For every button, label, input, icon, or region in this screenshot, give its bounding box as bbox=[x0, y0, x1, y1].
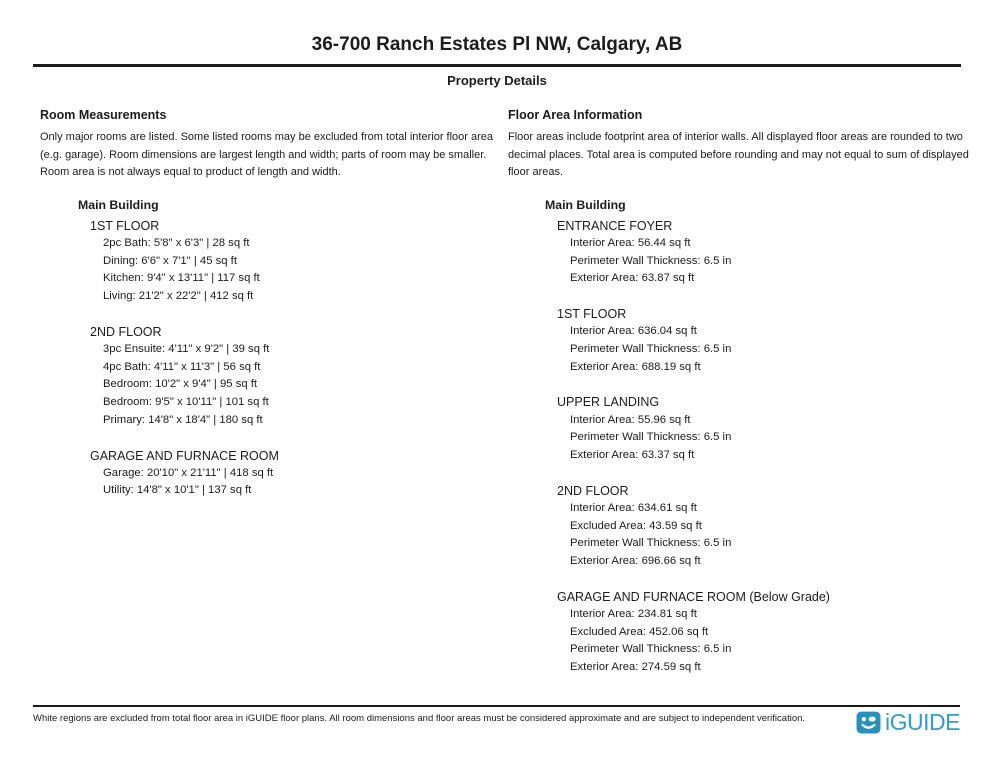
floor-group bbox=[557, 393, 969, 464]
floor-name: UPPER LANDING bbox=[557, 395, 660, 410]
floor-area-line: Interior Area: 55.96 sq ft bbox=[570, 413, 691, 426]
room-measurement-line: Bedroom: 9'5" x 10'11" | 101 sq ft bbox=[103, 396, 269, 409]
floor-area-floor-list bbox=[557, 217, 969, 677]
area-item-list bbox=[557, 323, 969, 376]
room-measurement-line: 3pc Ensuite: 4'11" x 9'2" | 39 sq ft bbox=[103, 343, 270, 355]
floor-area-line: Interior Area: 634.61 sq ft bbox=[570, 501, 697, 514]
room-measurement-line: Kitchen: 9'4" x 13'11" | 117 sq ft bbox=[103, 272, 260, 285]
iguide-logo bbox=[856, 710, 960, 735]
room-measurement-line: Utility: 14'8" x 10'1" | 137 sq ft bbox=[103, 484, 252, 497]
footer-disclaimer: White regions are excluded from total floor area in iGUIDE floor plans. All room dimensions and floor areas must be considered approximate and are subject to independent verification. bbox=[33, 713, 806, 724]
floor-area-line: Perimeter Wall Thickness: 6.5 in bbox=[570, 254, 732, 267]
room-measurement-line: Dining: 6'6" x 7'1" | 45 sq ft bbox=[103, 254, 237, 267]
floor-area-line: Exterior Area: 63.37 sq ft bbox=[570, 449, 695, 462]
floor-area-line: Interior Area: 56.44 sq ft bbox=[570, 236, 691, 249]
header-rule bbox=[33, 64, 961, 67]
floor-area-line: Perimeter Wall Thickness: 6.5 in bbox=[570, 343, 732, 355]
floor-name: GARAGE AND FURNACE ROOM (Below Grade) bbox=[557, 589, 830, 604]
room-measurements-heading: Room Measurements bbox=[40, 108, 167, 122]
room-measurement-line: 2pc Bath: 5'8" x 6'3" | 28 sq ft bbox=[103, 236, 250, 249]
floor-name: GARAGE AND FURNACE ROOM bbox=[90, 448, 279, 463]
page-footer bbox=[33, 705, 960, 735]
floor-group bbox=[557, 588, 969, 677]
floor-area-line: Exterior Area: 63.87 sq ft bbox=[570, 272, 695, 285]
floor-group bbox=[557, 305, 969, 376]
room-list bbox=[90, 235, 508, 306]
floor-name: 1ST FLOOR bbox=[557, 307, 627, 322]
description-line: floor areas. bbox=[508, 166, 564, 179]
floor-group bbox=[90, 447, 508, 501]
floor-area-line: Interior Area: 636.04 sq ft bbox=[570, 325, 697, 338]
room-measurements-building bbox=[78, 197, 508, 500]
room-measurement-line: 4pc Bath: 4'11" x 11'3" | 56 sq ft bbox=[103, 360, 261, 373]
floor-name: ENTRANCE FOYER bbox=[557, 218, 673, 233]
floor-area-line: Exterior Area: 274.59 sq ft bbox=[570, 661, 701, 674]
room-measurements-section bbox=[40, 108, 508, 694]
floor-group bbox=[90, 323, 508, 430]
floor-group bbox=[557, 482, 969, 571]
description-line: decimal places. Total area is computed before rounding and may not equal to sum of displayed bbox=[508, 148, 969, 161]
floor-area-heading: Floor Area Information bbox=[508, 108, 643, 122]
building-name: Main Building bbox=[78, 197, 159, 212]
floor-area-section bbox=[508, 108, 969, 694]
floor-group bbox=[557, 217, 969, 288]
floor-name: 2ND FLOOR bbox=[90, 324, 162, 339]
description-line: (e.g. garage). Room dimensions are largest length and width; parts of room may be smaller. bbox=[40, 148, 487, 161]
page-subtitle: Property Details bbox=[447, 73, 547, 88]
area-item-list bbox=[557, 500, 969, 571]
floor-area-line: Exterior Area: 696.66 sq ft bbox=[570, 555, 701, 568]
room-measurement-line: Living: 21'2" x 22'2" | 412 sq ft bbox=[103, 290, 254, 303]
room-list bbox=[90, 341, 508, 430]
room-list bbox=[90, 465, 508, 500]
building-name: Main Building bbox=[545, 197, 626, 212]
area-item-list bbox=[557, 235, 969, 288]
room-measurements-description bbox=[40, 129, 508, 182]
content-columns bbox=[0, 108, 994, 694]
floor-area-description bbox=[508, 129, 969, 182]
floor-area-line: Perimeter Wall Thickness: 6.5 in bbox=[570, 431, 732, 444]
page-header bbox=[0, 0, 994, 88]
floor-name: 1ST FLOOR bbox=[90, 218, 160, 233]
page-title: 36-700 Ranch Estates Pl NW, Calgary, AB bbox=[311, 34, 683, 55]
floor-area-line: Excluded Area: 452.06 sq ft bbox=[570, 625, 709, 638]
room-measurement-line: Bedroom: 10'2" x 9'4" | 95 sq ft bbox=[103, 378, 258, 391]
room-measurements-floor-list bbox=[90, 217, 508, 500]
room-measurement-line: Primary: 14'8" x 18'4" | 180 sq ft bbox=[103, 413, 263, 426]
area-item-list bbox=[557, 412, 969, 465]
iguide-camera-icon bbox=[856, 710, 881, 735]
room-measurement-line: Garage: 20'10" x 21'11" | 418 sq ft bbox=[103, 466, 274, 479]
floor-area-line: Perimeter Wall Thickness: 6.5 in bbox=[570, 537, 732, 550]
floor-name: 2ND FLOOR bbox=[557, 483, 629, 498]
description-line: Only major rooms are listed. Some listed rooms may be excluded from total interior floor area bbox=[40, 131, 494, 143]
description-line: Room area is not always equal to product of length and width. bbox=[40, 166, 341, 179]
area-item-list bbox=[557, 606, 969, 677]
floor-area-building bbox=[545, 197, 969, 677]
iguide-logo-text: iGUIDE bbox=[885, 709, 960, 735]
floor-group bbox=[90, 217, 508, 306]
floor-area-line: Interior Area: 234.81 sq ft bbox=[570, 607, 697, 620]
floor-area-line: Exterior Area: 688.19 sq ft bbox=[570, 360, 701, 373]
floor-area-line: Excluded Area: 43.59 sq ft bbox=[570, 519, 702, 532]
description-line: Floor areas include footprint area of interior walls. All displayed floor areas are rounded to two bbox=[508, 131, 963, 143]
floor-area-line: Perimeter Wall Thickness: 6.5 in bbox=[570, 643, 732, 656]
